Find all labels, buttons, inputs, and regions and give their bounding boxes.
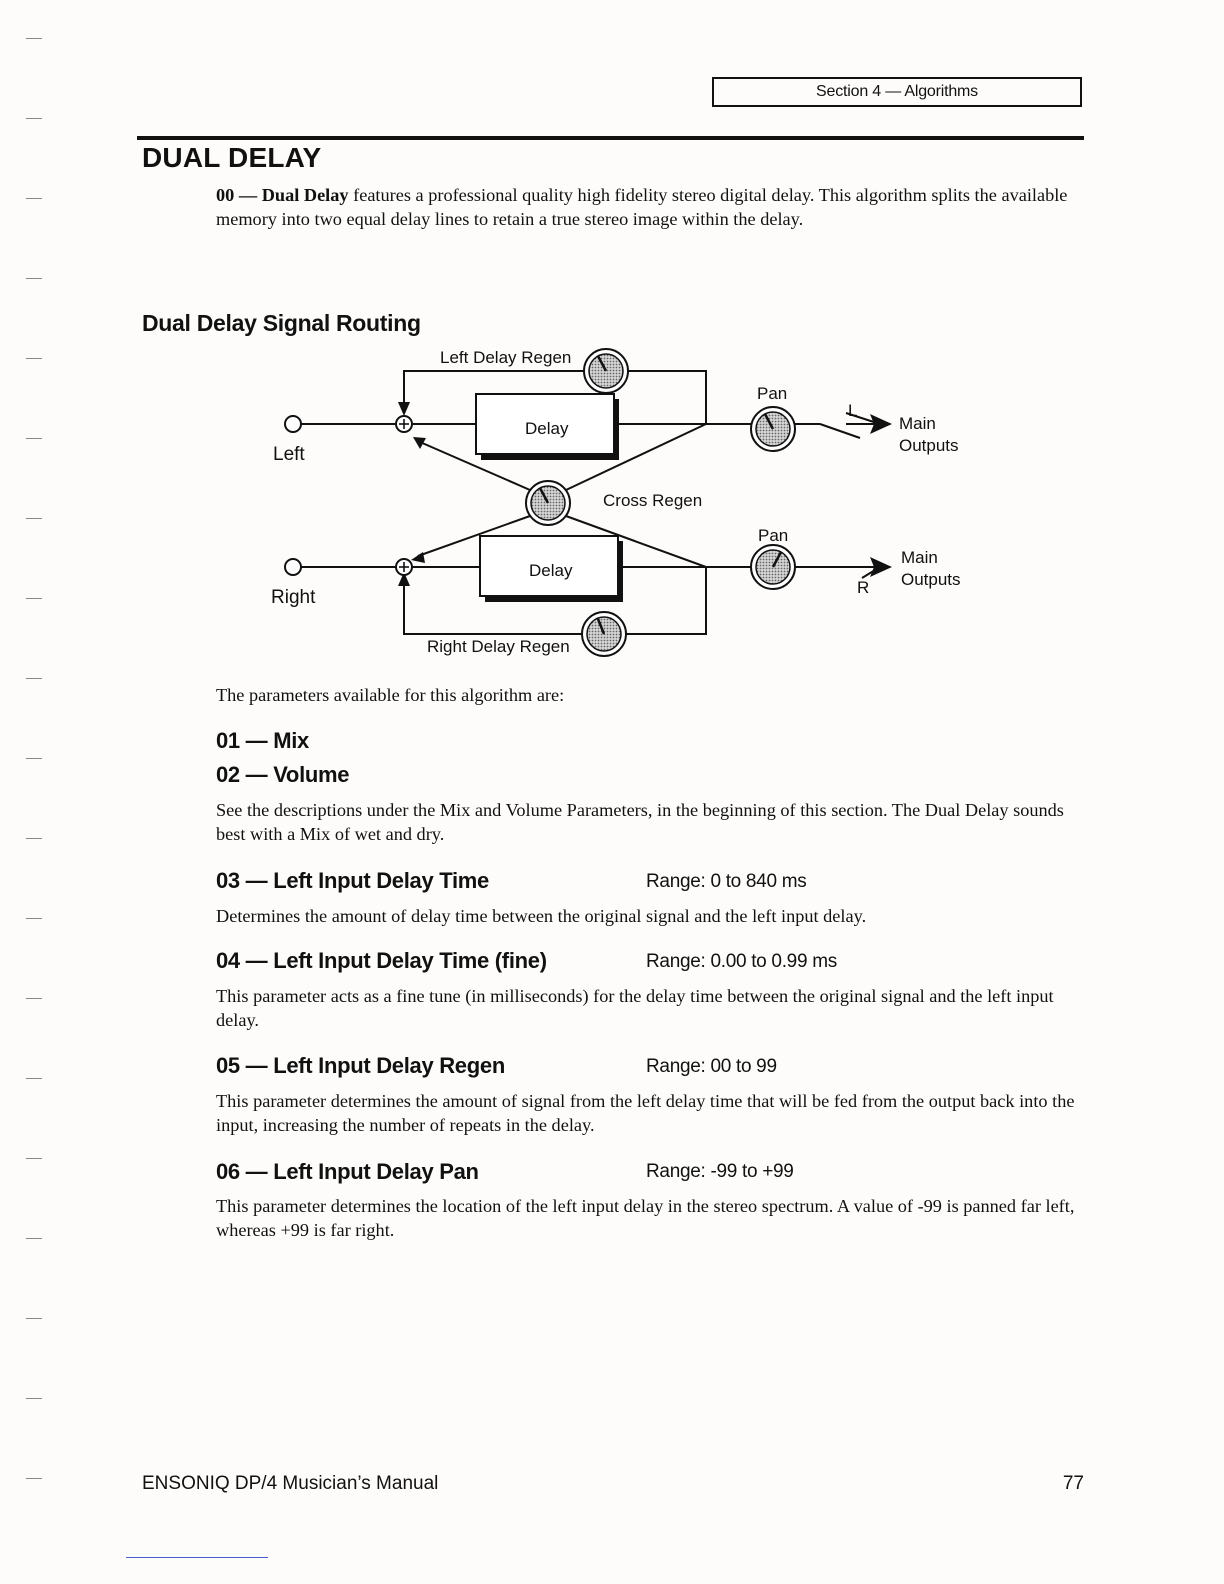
label-delay-bottom: Delay	[529, 561, 573, 580]
label-right-regen: Right Delay Regen	[427, 637, 570, 656]
param-range-06: Range: -99 to +99	[646, 1161, 794, 1182]
param-title-02: 02 — Volume	[216, 762, 350, 787]
signal-routing-diagram	[0, 0, 1224, 680]
footer-manual-title: ENSONIQ DP/4 Musician’s Manual	[142, 1473, 439, 1494]
param-desc-03: Determines the amount of delay time between the original signal and the left input delay.	[216, 906, 867, 926]
page-title: DUAL DELAY	[142, 142, 322, 173]
params-intro: The parameters available for this algorithm are:	[216, 685, 565, 705]
intro-text: features a professional quality high fidelity stereo digital delay. This algorithm splits the available memory into two equal delay lines to retain a true stereo image within the delay.	[216, 185, 1068, 229]
param-range-03: Range: 0 to 840 ms	[646, 871, 807, 892]
label-out-r: R	[857, 578, 870, 597]
param-desc-02: See the descriptions under the Mix and Volume Parameters, in the beginning of this section. The Dual Delay sounds best with a Mix of wet and dry.	[216, 800, 1064, 844]
left-input-jack	[285, 416, 301, 432]
intro-name: Dual Delay	[261, 185, 349, 205]
knob-pan-bottom	[751, 545, 795, 589]
param-range-05: Range: 00 to 99	[646, 1056, 777, 1077]
label-delay-top: Delay	[525, 419, 569, 438]
section-header: Section 4 — Algorithms	[712, 77, 1082, 107]
param-title-04: 04 — Left Input Delay Time (fine)	[216, 948, 547, 973]
knob-pan-top	[751, 407, 795, 451]
label-input-right: Right	[271, 587, 316, 608]
scan-edge-line	[126, 1557, 268, 1558]
label-main-top-1: Main	[899, 414, 936, 433]
label-main-top-2: Outputs	[899, 436, 959, 455]
param-desc-04: This parameter acts as a fine tune (in milliseconds) for the delay time between the original signal and the left input delay.	[216, 986, 1054, 1030]
label-pan-top: Pan	[757, 384, 788, 403]
label-cross-regen: Cross Regen	[603, 491, 703, 510]
label-pan-bottom: Pan	[758, 526, 789, 545]
footer-page-number: 77	[1062, 1473, 1084, 1494]
knob-right-regen	[582, 612, 626, 656]
right-input-jack	[285, 559, 301, 575]
routing-heading: Dual Delay Signal Routing	[142, 310, 421, 336]
label-left-regen: Left Delay Regen	[440, 348, 572, 367]
label-out-l: L	[848, 401, 858, 420]
param-desc-06: This parameter determines the location of the left input delay in the stereo spectrum. A value of -99 is panned far left, whereas +99 is far right.	[216, 1196, 1075, 1240]
param-desc-05: This parameter determines the amount of signal from the left delay time that will be fed from the output back into the input, increasing the number of repeats in the delay.	[216, 1091, 1075, 1135]
knob-left-regen	[584, 349, 628, 393]
param-title-01: 01 — Mix	[216, 728, 309, 753]
param-title-06: 06 — Left Input Delay Pan	[216, 1159, 479, 1184]
param-title-05: 05 — Left Input Delay Regen	[216, 1053, 505, 1078]
label-main-bottom-1: Main	[901, 548, 938, 567]
intro-number: 00 —	[216, 185, 262, 205]
label-main-bottom-2: Outputs	[901, 570, 961, 589]
param-range-04: Range: 0.00 to 0.99 ms	[646, 951, 837, 972]
param-title-03: 03 — Left Input Delay Time	[216, 868, 489, 893]
label-input-left: Left	[273, 444, 305, 465]
knob-cross-regen	[526, 481, 570, 525]
